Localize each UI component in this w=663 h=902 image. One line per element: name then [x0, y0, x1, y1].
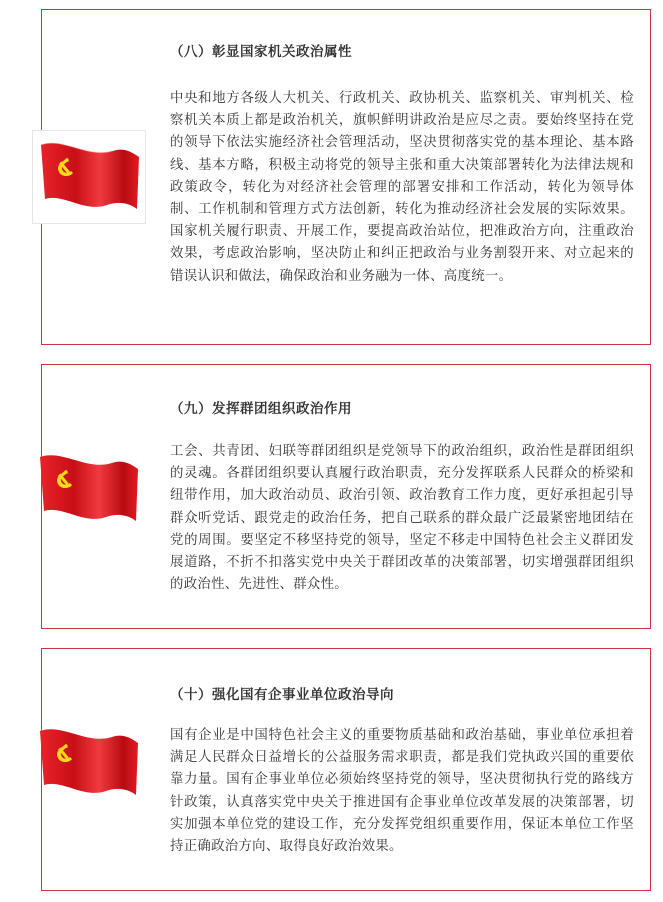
party-flag-icon: [32, 130, 146, 224]
section-card-8: [41, 9, 651, 345]
party-flag-icon: [32, 717, 144, 809]
section-body: 国有企业是中国特色社会主义的重要物质基础和政治基础，事业单位承担着满足人民群众日益增长的公益服务需求职责，都是我们党执政兴国的重要依靠力量。国有企事业单位必须始终坚持党的领导，坚决贯彻执行党的路线方针政策，认真落实党中央关于推进国有企事业单位改革发展的决策部署，切实加强本单位党的建设工作，充分发挥党组织重要作用，保证本单位工作坚持正确政治方向、取得良好政治效果。: [170, 728, 634, 855]
section-body: 中央和地方各级人大机关、行政机关、政协机关、监察机关、审判机关、检察机关本质上都是政治机关，旗帜鲜明讲政治是应尽之责。要始终坚持在党的领导下依法实施经济社会管理活动，坚决贯彻落实党的基本理论、基本路线、基本方略，积极主动将党的领导主张和重大决策部署转化为法律法规和政策政令，转化为对经济社会管理的部署安排和工作活动，转化为领导体制、工作机制和管理方式方法创新，转化为推动经济社会发展的实际效果。国家机关履行职责、开展工作，要提高政治站位，把准政治方向，注重政治效果，考虑政治影响，坚决防止和纠正把政治与业务割裂开来、对立起来的错误认识和做法，确保政治和业务融为一体、高度统一。: [170, 91, 634, 284]
section-title: （九）发挥群团组织政治作用: [170, 401, 352, 417]
section-title: （八）彰显国家机关政治属性: [170, 44, 352, 60]
section-title: （十）强化国有企事业单位政治导向: [170, 687, 394, 703]
party-flag-icon: [32, 443, 144, 535]
section-card-9: [41, 364, 651, 629]
section-card-10: [41, 648, 651, 891]
section-body: 工会、共青团、妇联等群团组织是党领导下的政治组织，政治性是群团组织的灵魂。各群团组织要认真履行政治职责，充分发挥联系人民群众的桥梁和纽带作用，加大政治动员、政治引领、政治教育工作力度，更好承担起引导群众听党话、跟党走的政治任务，把自己联系的群众最广泛最紧密地团结在党的周围。要坚定不移坚持党的领导，坚定不移走中国特色社会主义群团发展道路，不折不扣落实党中央关于群团改革的决策部署，切实增强群团组织的政治性、先进性、群众性。: [170, 444, 634, 593]
